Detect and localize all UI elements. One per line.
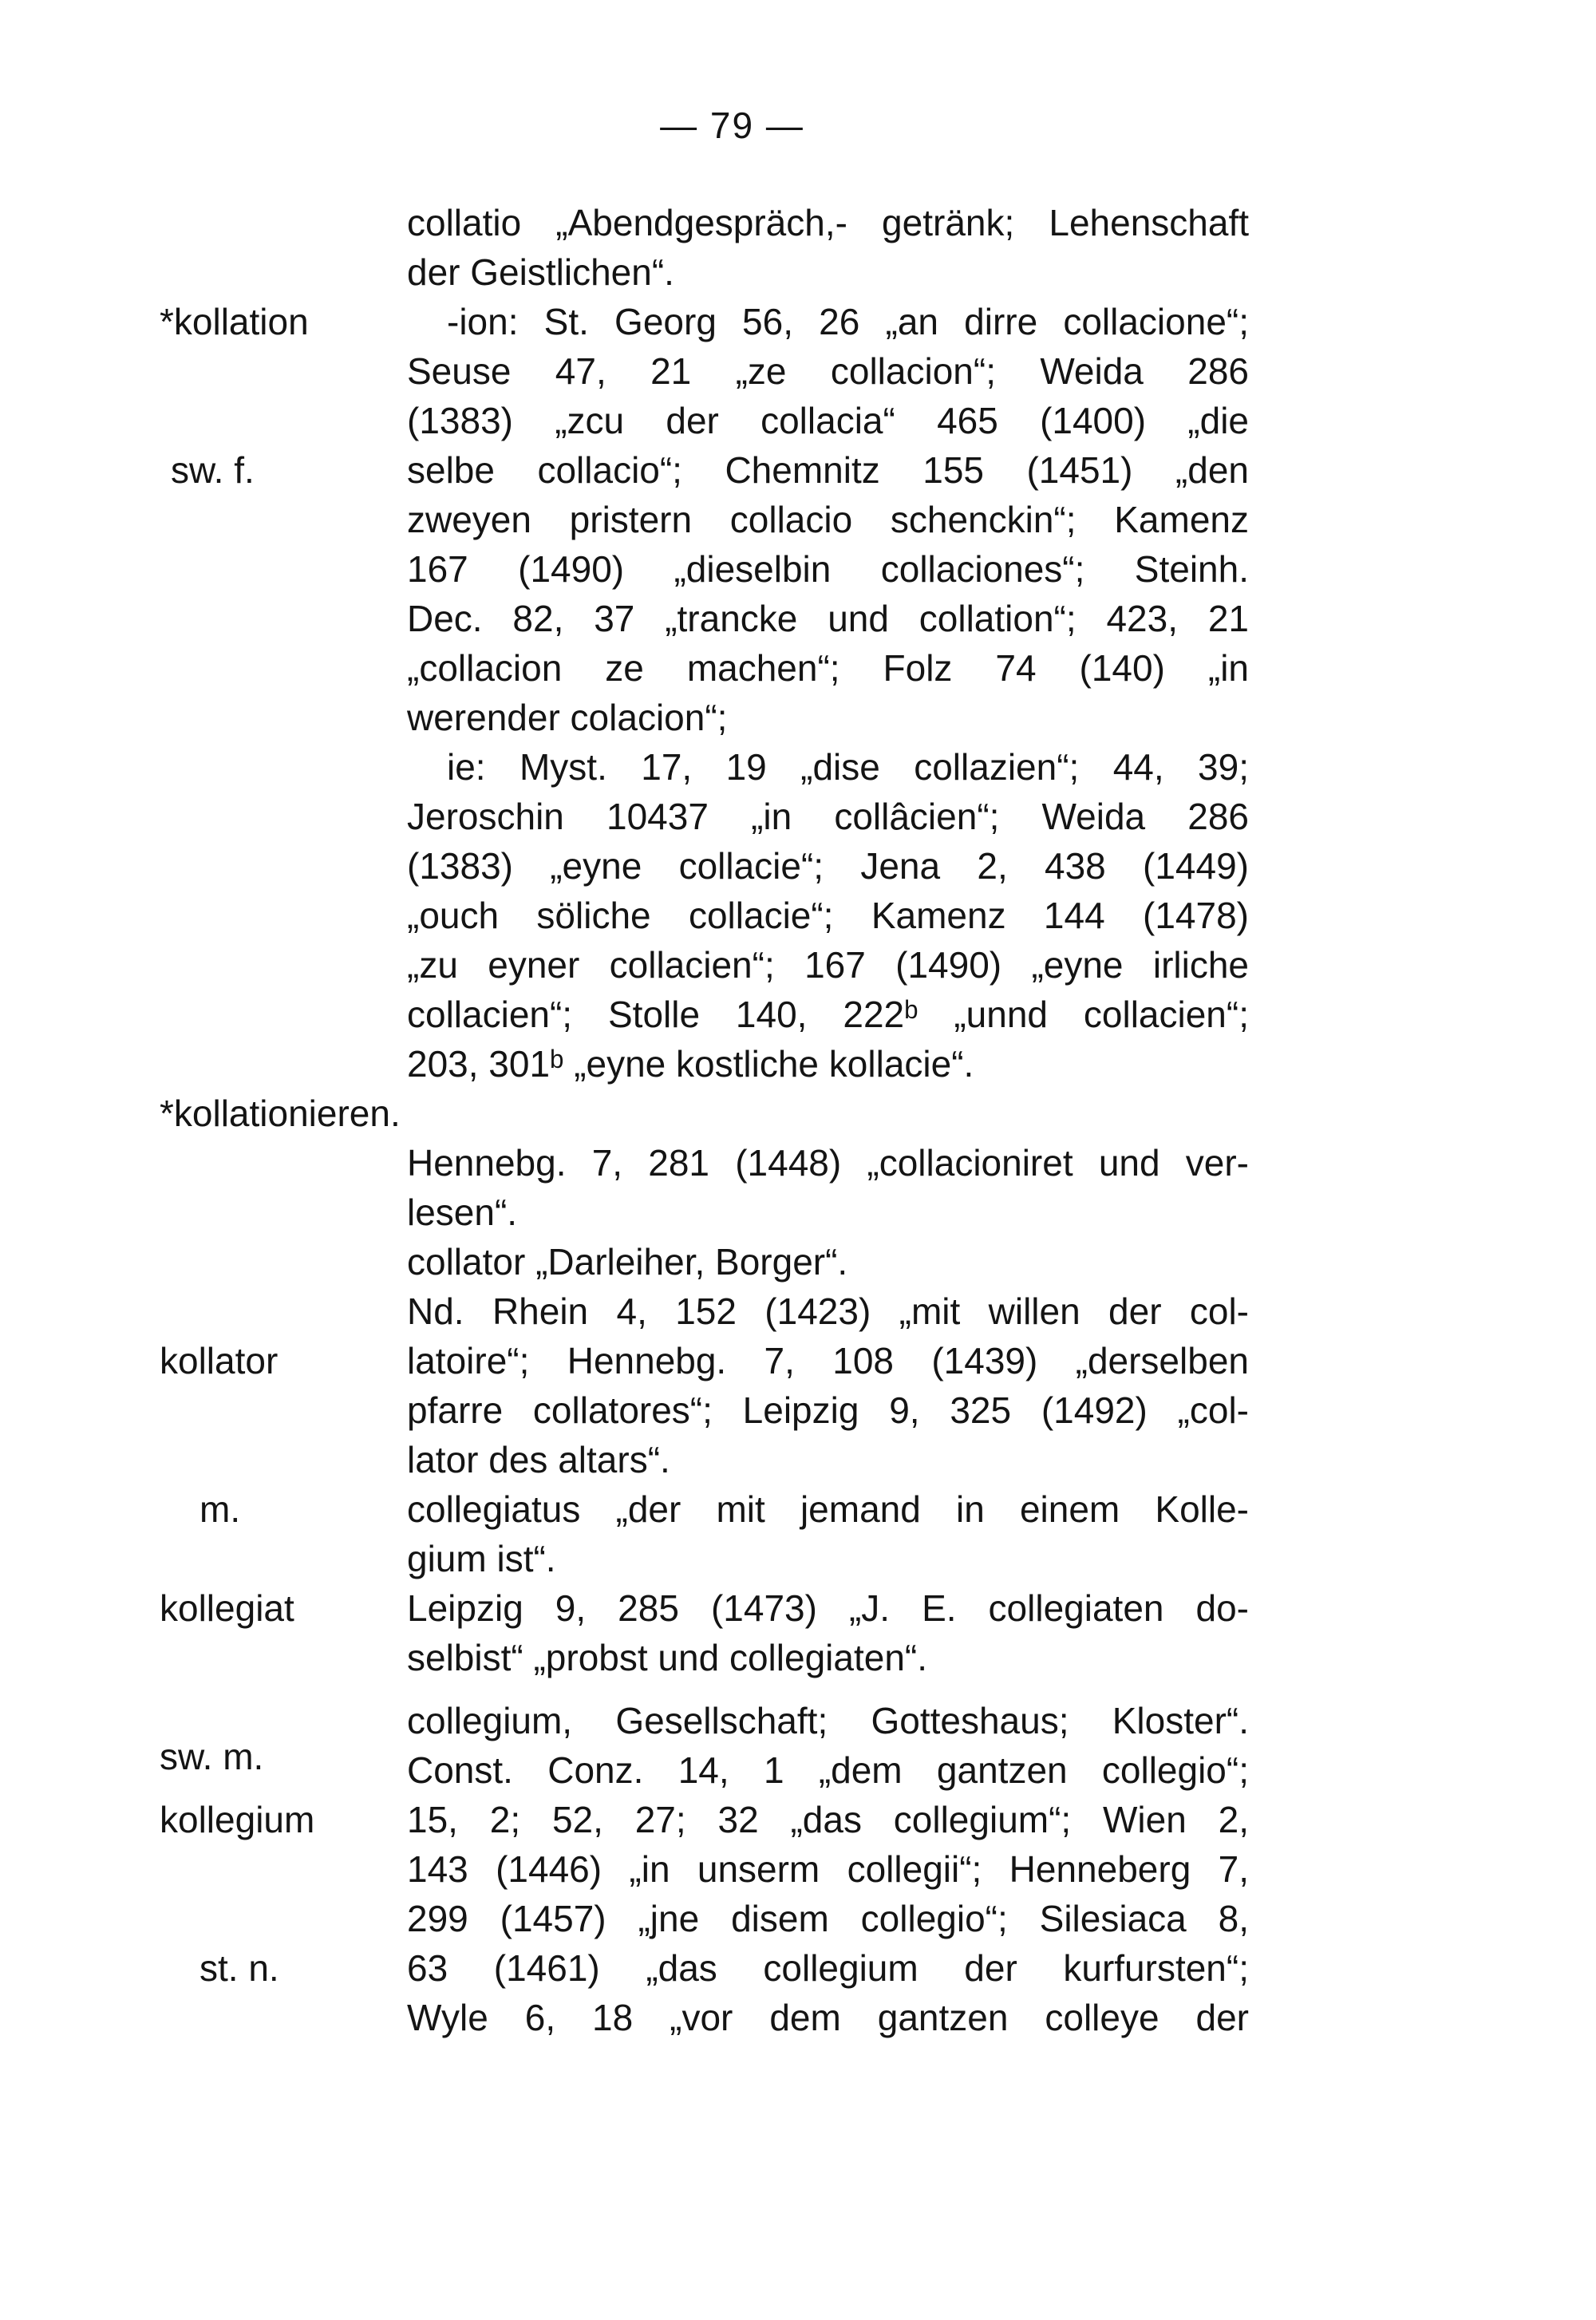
entry-body-kollegium: [407, 1696, 1249, 2042]
headword-text: kollegiat: [160, 1587, 294, 1629]
text-line: pfarre collatores“; Leipzig 9, 325 (1492) „col-: [407, 1389, 1249, 1431]
text-line: selbist“ „probst und collegiaten“.: [407, 1637, 927, 1678]
headword-kollationieren: *kollationieren.: [160, 1093, 401, 1134]
text-line: Const. Conz. 14, 1 „dem gantzen collegio“;: [407, 1749, 1249, 1791]
text-line: lesen“.: [407, 1192, 518, 1233]
gender-label: sw. f.: [171, 449, 255, 491]
text-line: 299 (1457) „jne disem collegio“; Silesiaca 8,: [407, 1898, 1249, 1939]
text-line: collegium, Gesellschaft; Gotteshaus; Kloster“.: [407, 1700, 1249, 1741]
text-line: latoire“; Hennebg. 7, 108 (1439) „derselben: [407, 1340, 1249, 1381]
text-line: zweyen pristern collacio schenckin“; Kamenz: [407, 499, 1249, 540]
entry-body-kollation: [407, 198, 1249, 1089]
headword-text: kollegium: [160, 1799, 315, 1840]
text-line: ie: Myst. 17, 19 „dise collazien“; 44, 39;: [447, 746, 1249, 788]
headword-text: kollator: [160, 1340, 279, 1381]
text-line: (1383) „eyne collacie“; Jena 2, 438 (1449): [407, 845, 1249, 887]
text-line: Nd. Rhein 4, 152 (1423) „mit willen der col-: [407, 1290, 1249, 1332]
text-line: Hennebg. 7, 281 (1448) „collacioniret und ver-: [407, 1142, 1249, 1184]
text-line: „collacion ze machen“; Folz 74 (140) „in: [407, 647, 1249, 689]
text-line: Jeroschin 10437 „in collâcien“; Weida 286: [407, 796, 1249, 837]
text-line: gium ist“.: [407, 1538, 556, 1579]
entry-body-kollationieren: [407, 1138, 1249, 1237]
text-line: (1383) „zcu der collacia“ 465 (1400) „die: [407, 400, 1249, 441]
text-line: Seuse 47, 21 „ze collacion“; Weida 286: [407, 350, 1249, 392]
text-line: selbe collacio“; Chemnitz 155 (1451) „den: [407, 449, 1249, 491]
text-line: collacien“; Stolle 140, 222ᵇ „unnd collacien“;: [407, 994, 1249, 1035]
gender-label: st. n.: [200, 1947, 279, 1989]
text-line: der Geistlichen“.: [407, 251, 674, 293]
headword-kollation: [160, 198, 399, 594]
gender-label: m.: [200, 1488, 241, 1530]
text-line: Dec. 82, 37 „trancke und collation“; 423, 21: [407, 598, 1249, 639]
text-line: 167 (1490) „dieselbin collaciones“; Steinh.: [407, 548, 1249, 590]
headword-text: *kollation: [160, 301, 309, 342]
headword-kollegium: [160, 1696, 399, 2092]
text-line: 143 (1446) „in unserm collegii“; Henneberg 7,: [407, 1848, 1249, 1890]
text-line: collatio „Abendgespräch,- getränk; Lehenschaft: [407, 202, 1249, 243]
entry-body-kollegiat: [407, 1484, 1249, 1682]
text-line: Leipzig 9, 285 (1473) „J. E. collegiaten do-: [407, 1587, 1249, 1629]
text-line: „ouch söliche collacie“; Kamenz 144 (1478): [407, 895, 1249, 936]
text-line: „zu eyner collacien“; 167 (1490) „eyne irliche: [407, 944, 1249, 986]
text-line: -ion: St. Georg 56, 26 „an dirre collacione“;: [447, 301, 1249, 342]
text-line: collator „Darleiher, Borger“.: [407, 1241, 848, 1283]
text-line: lator des altars“.: [407, 1439, 670, 1480]
text-line: collegiatus „der mit jemand in einem Kolle-: [407, 1488, 1249, 1530]
gender-label: sw. m.: [160, 1736, 264, 1777]
text-line: 15, 2; 52, 27; 32 „das collegium“; Wien 2,: [407, 1799, 1249, 1840]
entry-body-kollator: [407, 1237, 1249, 1484]
text-line: 203, 301ᵇ „eyne kostliche kollacie“.: [407, 1043, 974, 1085]
page-number: — 79 —: [660, 105, 804, 146]
text-line: werender colacion“;: [407, 697, 728, 738]
text-line: 63 (1461) „das collegium der kurfursten“;: [407, 1947, 1249, 1989]
text-line: Wyle 6, 18 „vor dem gantzen colleye der: [407, 1997, 1249, 2038]
